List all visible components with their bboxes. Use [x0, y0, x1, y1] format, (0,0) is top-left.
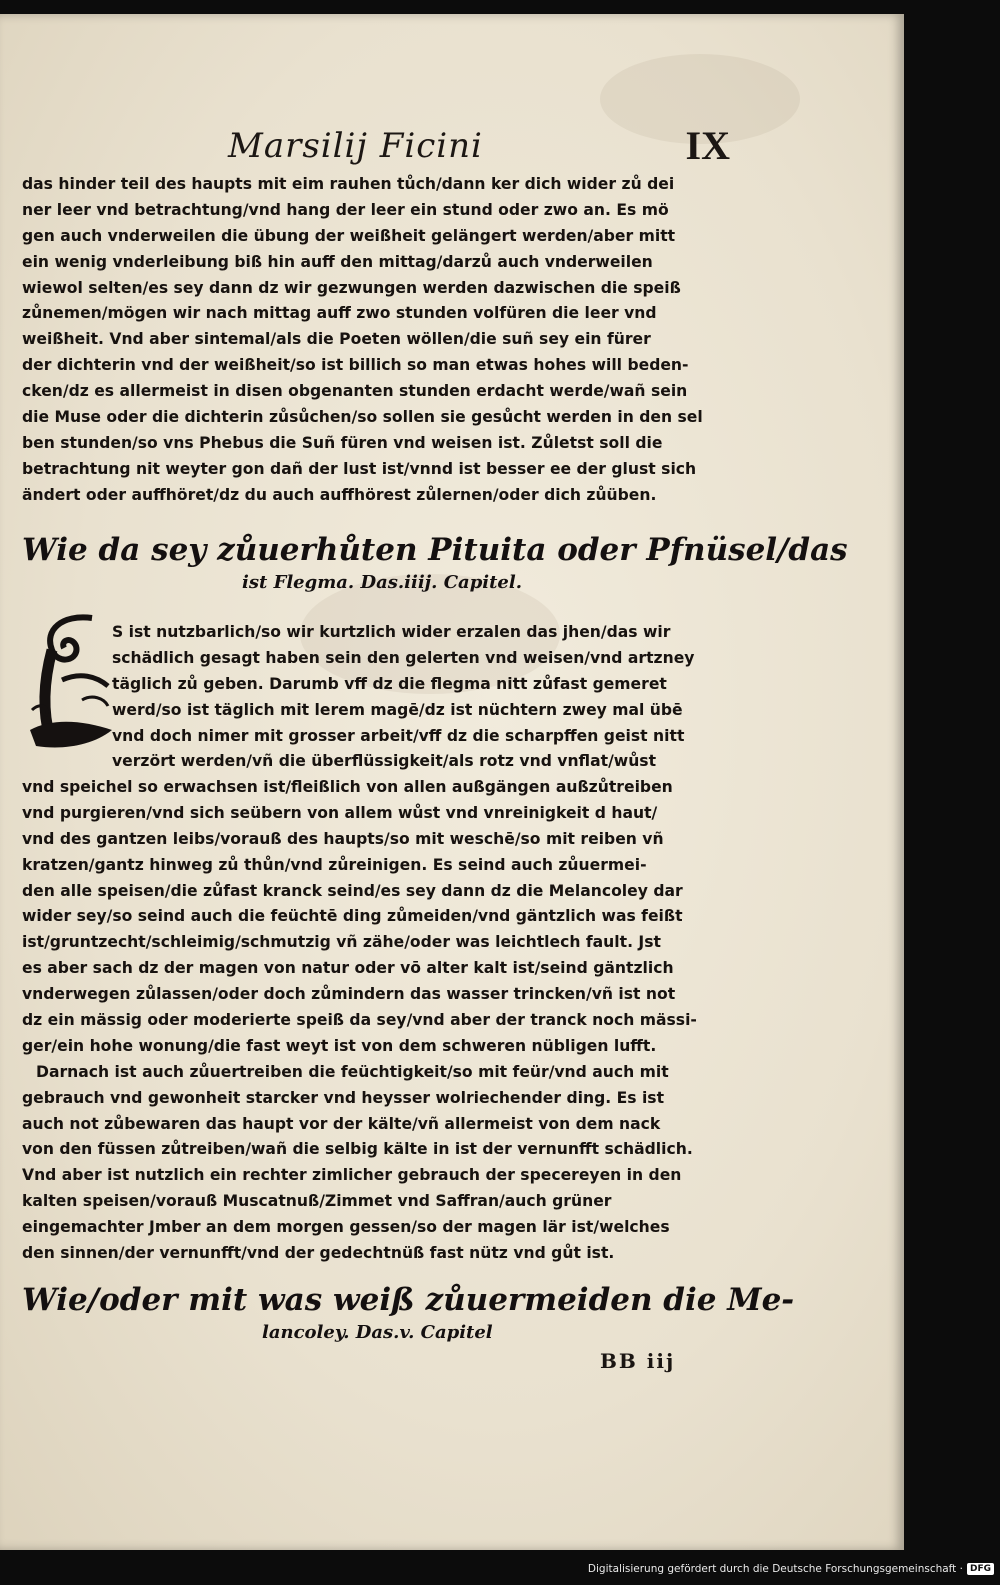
text-line: der dichterin vnd der weißheit/so ist billich so man etwas hohes will beden-	[22, 356, 689, 375]
funding-credit: Digitalisierung gefördert durch die Deutsche Forschungsgemeinschaft ·	[587, 1563, 963, 1575]
text-line: ist/gruntzecht/schleimig/schmutzig vñ zähe/oder was leichtlech fault. Jst	[22, 933, 661, 952]
chapter-heading	[22, 530, 848, 596]
chapter-heading	[22, 1280, 795, 1346]
running-title: Marsilij Ficini	[228, 126, 483, 166]
chapter-heading-line: lancoley. Das.v. Capitel	[262, 1322, 493, 1343]
text-line: den alle speisen/die zůfast kranck seind/es sey dann dz die Melancoley dar	[22, 881, 683, 900]
text-line: auch not zůbewaren das haupt vor der kälte/vñ allermeist von dem nack	[22, 1114, 661, 1133]
text-line: ner leer vnd betrachtung/vnd hang der leer ein stund oder zwo an. Es mö	[22, 200, 669, 219]
text-line: S ist nutzbarlich/so wir kurtzlich wider erzalen das jhen/das wir	[112, 623, 671, 641]
text-line: betrachtung nit weyter gon dañ der lust ist/vnnd ist besser ee der glust sich	[22, 459, 697, 478]
text-line: schädlich gesagt haben sein den gelerten vnd weisen/vnd artzney	[112, 648, 695, 667]
text-line: kratzen/gantz hinweg zů thůn/vnd zůreinigen. Es seind auch zůuermei-	[22, 855, 647, 874]
text-line: eingemachter Jmber an dem morgen gessen/so der magen lär ist/welches	[22, 1218, 670, 1237]
digitization-footer	[588, 1559, 994, 1579]
text-line: von den füssen zůtreiben/wañ die selbig kälte in ist der vernunfft schädlich.	[22, 1140, 693, 1159]
chapter-heading-line: Wie da sey zůuerhůten Pituita oder Pfnüsel/das	[22, 532, 848, 568]
text-line: cken/dz es allermeist in disen obgenanten stunden erdacht werde/wañ sein	[22, 382, 688, 401]
text-line: wiewol selten/es sey dann dz wir gezwungen werden dazwischen die speiß	[22, 278, 681, 297]
text-line: ben stunden/so vns Phebus die Suñ füren vnd weisen ist. Zůletst soll die	[22, 433, 663, 452]
text-line: wider sey/so seind auch die feüchtē ding zůmeiden/vnd gäntzlich was feißt	[22, 907, 683, 926]
text-line: vnderwegen zůlassen/oder doch zůmindern das wasser trincken/vñ ist not	[22, 985, 676, 1004]
text-line: Darnach ist auch zůuertreiben die feüchtigkeit/so mit feür/vnd auch mit	[36, 1062, 669, 1081]
text-line: verzört werden/vñ die überflüssigkeit/als rotz vnd vnflat/wůst	[112, 752, 657, 771]
signature-mark: BB iij	[600, 1349, 676, 1373]
text-line: vnd purgieren/vnd sich seübern von allem wůst vnd vnreinigkeit d haut/	[22, 803, 658, 822]
text-line: ein wenig vnderleibung biß hin auff den mittag/darzů auch vnderweilen	[22, 252, 653, 271]
text-line: zůnemen/mögen wir nach mittag auff zwo stunden volfüren die leer vnd	[22, 304, 657, 323]
text-line: das hinder teil des haupts mit eim rauhen tůch/dann ker dich wider zů dei	[22, 175, 675, 193]
text-line: Vnd aber ist nutzlich ein rechter zimlicher gebrauch der specereyen in den	[22, 1166, 682, 1185]
text-line: vnd speichel so erwachsen ist/fleißlich von allen außgängen außzůtreiben	[22, 778, 673, 796]
page-header	[220, 122, 730, 172]
text-line: ändert oder auffhöret/dz du auch auffhörest zůlernen/oder dich zůüben.	[22, 485, 657, 504]
text-line: weißheit. Vnd aber sintemal/als die Poeten wöllen/die suñ sey ein fürer	[22, 330, 651, 349]
chapter-heading-line: Wie/oder mit was weiß zůuermeiden die Me-	[22, 1282, 795, 1318]
text-line: vnd des gantzen leibs/vorauß des haupts/so mit weschē/so mit reiben vñ	[22, 829, 664, 848]
chapter-heading-line: ist Flegma. Das.iiij. Capitel.	[242, 572, 522, 593]
paragraph-flegma	[22, 775, 730, 1267]
paragraph-study	[22, 172, 730, 509]
text-line: täglich zů geben. Darumb vff dz die flegma nitt zůfast gemeret	[112, 674, 667, 693]
text-line: dz ein mässig oder moderierte speiß da sey/vnd aber der tranck noch mässi-	[22, 1011, 697, 1030]
dfg-logo: DFG	[967, 1563, 994, 1575]
text-line: vnd doch nimer mit grosser arbeit/vff dz die scharpffen geist nitt	[112, 726, 685, 745]
text-line: ger/ein hohe wonung/die fast weyt ist von dem schweren nübligen lufft.	[22, 1036, 657, 1055]
text-line: gebrauch vnd gewonheit starcker vnd heysser wolriechender ding. Es ist	[22, 1088, 665, 1107]
folio-number: IX	[685, 123, 730, 168]
text-line: gen auch vnderweilen die übung der weißheit gelängert werden/aber mitt	[22, 226, 676, 245]
text-line: die Muse oder die dichterin zůsůchen/so sollen sie gesůcht werden in den sel	[22, 408, 703, 427]
text-line: es aber sach dz der magen von natur oder vō alter kalt ist/seind gäntzlich	[22, 959, 674, 978]
text-line: kalten speisen/vorauß Muscatnuß/Zimmet vnd Saffran/auch grüner	[22, 1192, 612, 1211]
book-page	[0, 14, 904, 1550]
text-line: werd/so ist täglich mit lerem magē/dz ist nüchtern zwey mal übē	[112, 700, 683, 719]
text-line: den sinnen/der vernunfft/vnd der gedechtnüß fast nütz vnd gůt ist.	[22, 1244, 615, 1263]
decorated-initial-e	[22, 610, 117, 760]
paragraph-initial-lines	[112, 620, 730, 775]
